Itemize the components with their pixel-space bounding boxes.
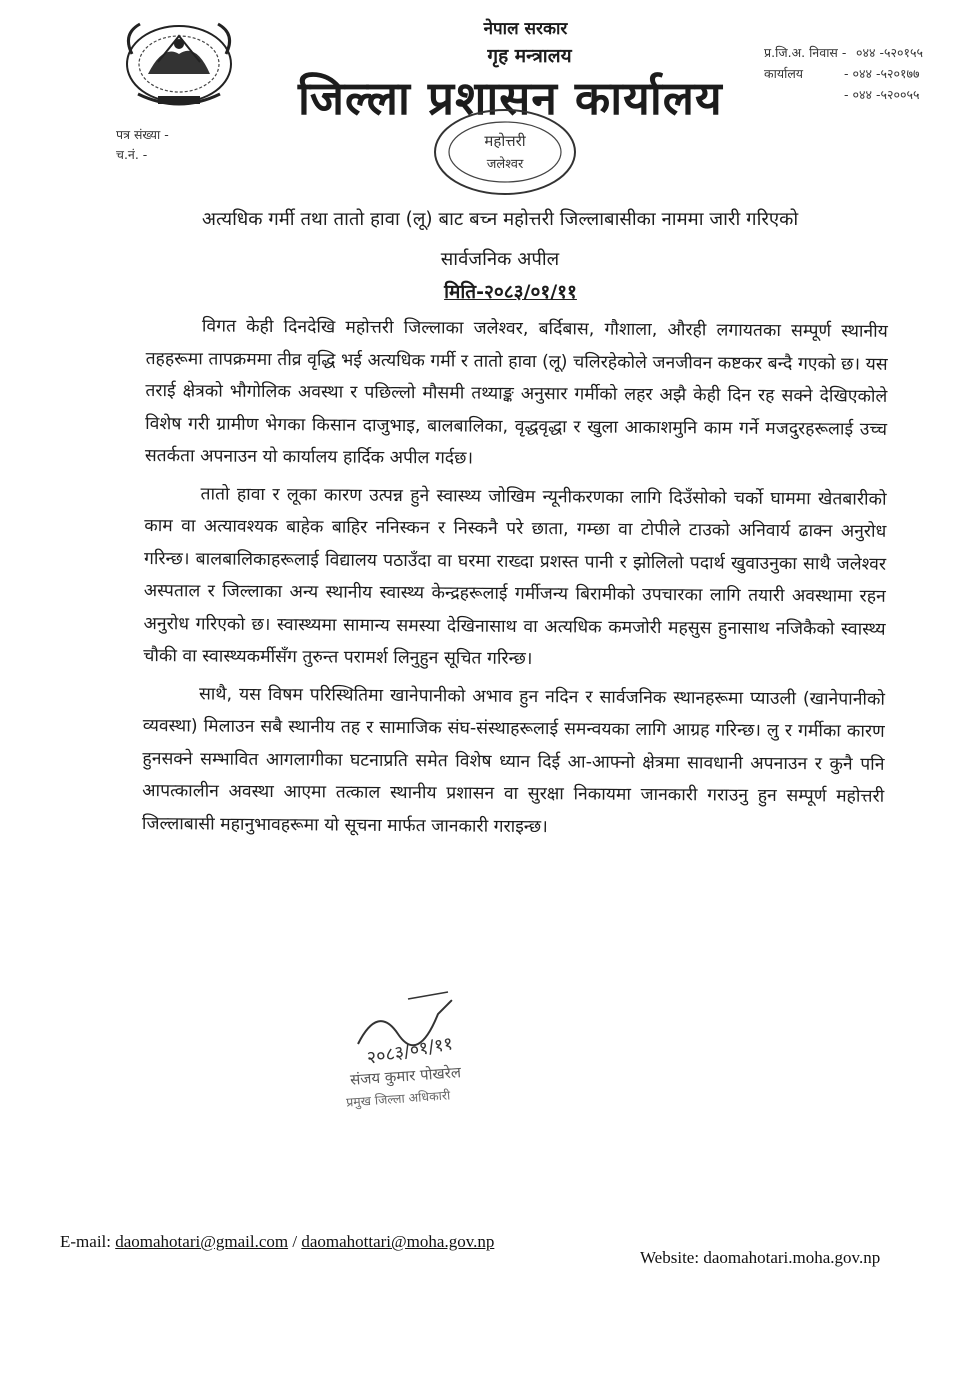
phone-row: [764, 42, 923, 63]
office-stamp: [430, 106, 580, 206]
dispatch-number: च.नं. -: [116, 147, 148, 162]
phone-row: [764, 63, 923, 84]
phone-list: [764, 42, 923, 105]
email-separator: /: [292, 1232, 298, 1251]
ministry-title: गृह मन्त्रालय: [487, 45, 572, 67]
reference-number: पत्र संख्या -: [116, 127, 169, 142]
signatory-title: प्रमुख जिल्ला अधिकारी: [345, 1087, 451, 1110]
phone-number: - ०४४ -५२०१७७: [844, 66, 920, 81]
email-line: [60, 1232, 494, 1252]
body-paragraph: विगत केही दिनदेखि महोत्तरी जिल्लाका जलेश्वर, बर्दिबास, गौशाला, औरही लगायतका सम्पूर्ण स्थानीय तहहरूमा तापक्रममा तीव्र वृद्धि भई अत्यधिक गर्मी र तातो हावा (लू) चलिरहेकोले जनजीवन कष्टकर बन्दै गएको छ। यस तराई क्षेत्रको भौगोलिक अवस्था र पछिल्लो मौसमी तथ्याङ्क अनुसार गर्मीको लहर अझै केही दिन रह सक्ने देखिएकोले विशेष गरी ग्रामीण भेगका किसान दाजुभाइ, बालबालिका, वृद्धवृद्धा र खुला आकाशमुनि काम गर्ने मजदुरहरूलाई उच्च सतर्कता अपनाउन यो कार्यालय हार्दिक अपील गर्दछ।: [144, 316, 888, 469]
stamp-line2: जलेश्वर: [486, 157, 524, 172]
notice-date: मिति-२०८३/०१/११: [444, 281, 577, 303]
subject-line-2: सार्वजनिक अपील: [440, 249, 560, 270]
phone-label: [764, 84, 844, 105]
stamp-line1: महोत्तरी: [484, 132, 526, 150]
email-link-1[interactable]: daomahotari@gmail.com: [115, 1232, 289, 1251]
signature-date: २०८३/०१/११: [365, 1033, 455, 1069]
phone-label: कार्यालय: [764, 66, 804, 81]
phone-number: ०४४ -५२०१५५: [856, 45, 923, 60]
phone-row: [764, 84, 923, 105]
subject-line-1: अत्यधिक गर्मी तथा तातो हावा (लू) बाट बच्न महोत्तरी जिल्लाबासीका नाममा जारी गरिएको: [201, 209, 799, 230]
body-paragraph: साथै, यस विषम परिस्थितिमा खानेपानीको अभाव हुन नदिन र सार्वजनिक स्थानहरूमा प्याउली (खानेपानीको व्यवस्था) मिलाउन सबै स्थानीय तह र सामाजिक संघ-संस्थाहरूलाई समन्वयका लागि आग्रह गरिन्छ। लु र गर्मीका कारण हुनसक्ने सम्भावित आगलागीका घटनाप्रति समेत विशेष ध्यान दिई आ-आफ्नो क्षेत्रमा सावधानी अपनाउन र कुनै पनि आपत्कालीन अवस्था आएमा तत्काल स्थानीय प्रशासन वा सुरक्षा निकायमा जानकारी गराउनु हुन सम्पूर्ण महोत्तरी जिल्लाबासी महानुभावहरूमा यो सूचना मार्फत जानकारी गराइन्छ।: [141, 683, 886, 837]
website-label: Website:: [640, 1248, 700, 1267]
office-title: जिल्ला प्रशासन कार्यालय: [298, 71, 723, 125]
body-paragraph: तातो हावा र लूका कारण उत्पन्न हुने स्वास्थ्य जोखिम न्यूनीकरणका लागि दिउँसोको चर्को घाममा खेतबारीको काम वा अत्यावश्यक बाहेक बाहिर ननिस्कन र निस्कनै परे छाता, गम्छा वा टोपीले टाउको अनिवार्य ढाक्न अनुरोध गरिन्छ। बालबालिकाहरूलाई विद्यालय पठाउँदा वा घरमा राख्दा प्रशस्त पानी र झोलिलो पदार्थ खुवाउनुका साथै जलेश्वर अस्पताल र जिल्लाका अन्य स्थानीय स्वास्थ्य केन्द्रहरूलाई गर्मीजन्य बिरामीको उपचारका लागि तयारी अवस्थामा रहन अनुरोध गरिएको छ। स्वास्थ्यमा सामान्य समस्या देखिनासाथ वा अत्यधिक कमजोरी महसुस हुनासाथ नजिकैको स्वास्थ्य चौकी वा स्वास्थ्यकर्मीसँग तुरुन्त परामर्श लिनुहुन सूचित गरिन्छ।: [143, 483, 887, 670]
email-link-2[interactable]: daomahottari@moha.gov.np: [301, 1232, 495, 1251]
government-title: नेपाल सरकार: [483, 19, 568, 39]
phone-number: - ०४४ -५२००५५: [844, 87, 920, 102]
signatory-name: संजय कुमार पोखरेल: [349, 1063, 462, 1089]
website-line: [640, 1248, 880, 1268]
phone-label: प्र.जि.अ. निवास -: [764, 45, 847, 60]
website-link[interactable]: daomahotari.moha.gov.np: [703, 1248, 881, 1267]
notice-subject: [60, 200, 940, 280]
email-label: E-mail:: [60, 1232, 111, 1251]
notice-body: [142, 310, 888, 851]
